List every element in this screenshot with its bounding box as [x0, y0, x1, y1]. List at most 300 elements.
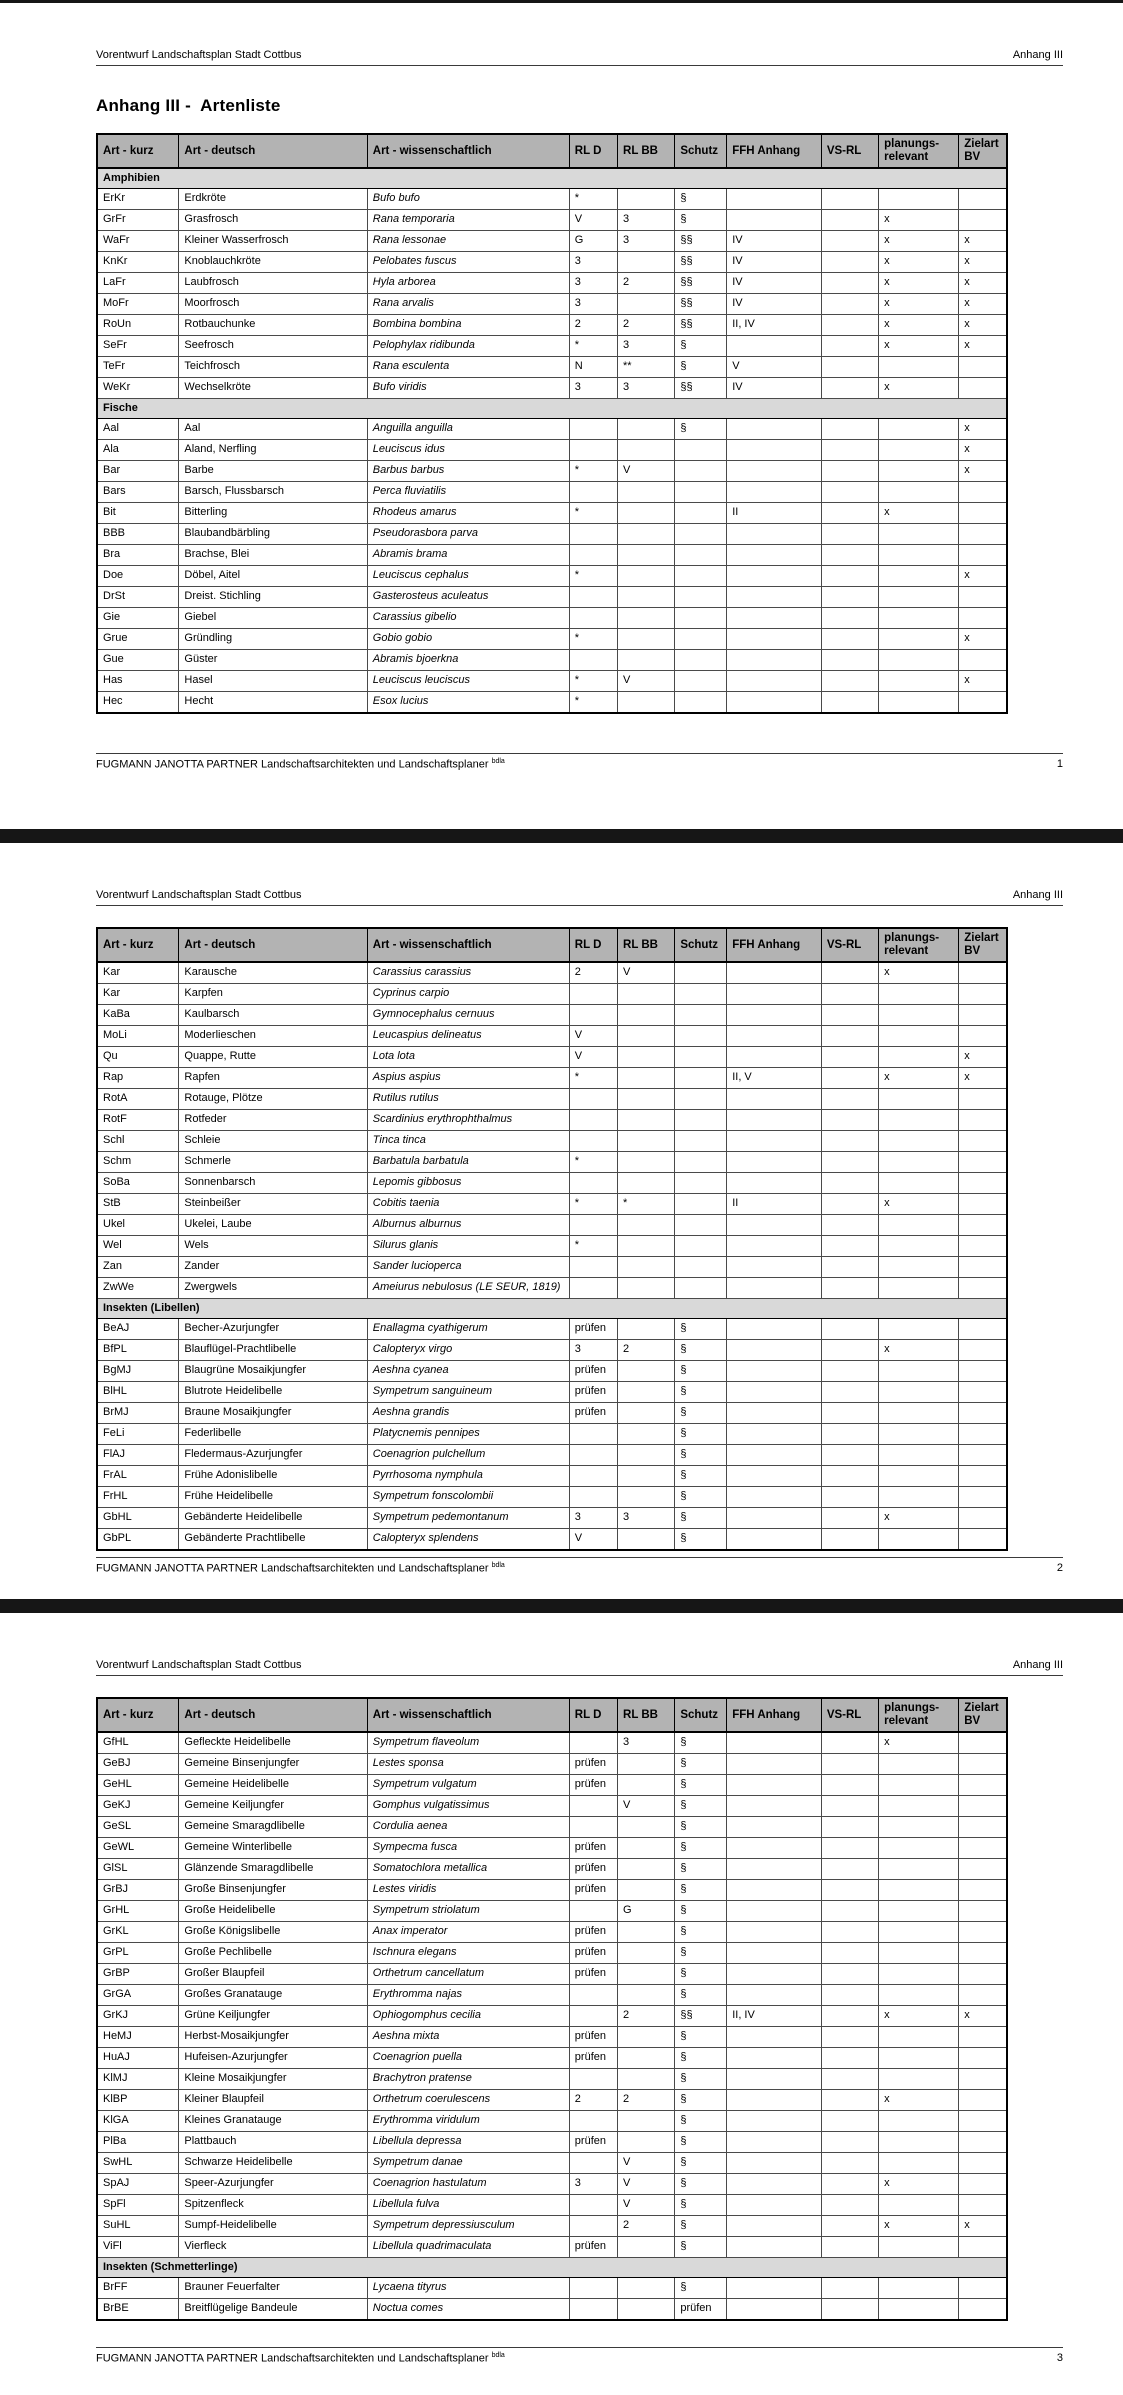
table-cell	[959, 1943, 1007, 1964]
table-row	[97, 1424, 1007, 1445]
table-cell: BrBE	[97, 2299, 179, 2321]
table-cell	[879, 608, 959, 629]
table-cell	[959, 1089, 1007, 1110]
table-cell: Schwarze Heidelibelle	[179, 2153, 367, 2174]
table-cell: Leuciscus cephalus	[367, 566, 569, 587]
table-cell: Zwergwels	[179, 1278, 367, 1299]
table-cell: Karausche	[179, 962, 367, 984]
table-cell: BBB	[97, 524, 179, 545]
table-cell	[821, 440, 878, 461]
table-cell	[569, 2069, 617, 2090]
table-cell	[879, 2195, 959, 2216]
table-cell	[959, 1964, 1007, 1985]
table-cell	[618, 1382, 675, 1403]
table-cell: Cordulia aenea	[367, 1817, 569, 1838]
table-cell: GeBJ	[97, 1754, 179, 1775]
table-cell	[618, 650, 675, 671]
table-cell	[821, 2153, 878, 2174]
table-cell	[618, 2132, 675, 2153]
table-row	[97, 1152, 1007, 1173]
table-cell	[569, 545, 617, 566]
table-row	[97, 1508, 1007, 1529]
table-cell: Glänzende Smaragdlibelle	[179, 1859, 367, 1880]
table-row	[97, 1754, 1007, 1775]
table-cell: x	[959, 440, 1007, 461]
table-cell	[879, 1880, 959, 1901]
table-cell	[675, 671, 727, 692]
table-cell	[879, 1529, 959, 1551]
table-cell: Libellula fulva	[367, 2195, 569, 2216]
table-cell: SuHL	[97, 2216, 179, 2237]
table-cell	[879, 1943, 959, 1964]
table-row	[97, 2027, 1007, 2048]
column-header: RL BB	[618, 1698, 675, 1732]
table-row	[97, 545, 1007, 566]
table-cell	[821, 1796, 878, 1817]
table-cell	[821, 1131, 878, 1152]
table-row	[97, 671, 1007, 692]
table-cell: §	[675, 1838, 727, 1859]
page-number: 2	[1056, 1562, 1063, 1575]
table-cell: 2	[618, 2216, 675, 2237]
table-cell	[569, 1985, 617, 2006]
table-cell	[727, 2278, 822, 2299]
table-cell	[821, 2069, 878, 2090]
table-cell	[959, 1487, 1007, 1508]
table-cell	[879, 419, 959, 440]
table-cell	[675, 629, 727, 650]
table-cell: BfPL	[97, 1340, 179, 1361]
table-cell: ErKr	[97, 189, 179, 210]
table-cell	[959, 1732, 1007, 1754]
column-header: RL D	[569, 1698, 617, 1732]
table-cell	[618, 566, 675, 587]
table-cell: 3	[618, 231, 675, 252]
table-cell	[959, 1754, 1007, 1775]
table-cell	[727, 482, 822, 503]
table-cell	[727, 1732, 822, 1754]
table-cell: ZwWe	[97, 1278, 179, 1299]
table-cell	[727, 1487, 822, 1508]
table-cell: Qu	[97, 1047, 179, 1068]
table-cell: Plattbauch	[179, 2132, 367, 2153]
table-cell: 2	[569, 315, 617, 336]
table-cell	[727, 1382, 822, 1403]
table-cell: prüfen	[569, 1754, 617, 1775]
table-cell: §	[675, 1508, 727, 1529]
table-cell	[879, 1403, 959, 1424]
table-cell: Kleine Mosaikjungfer	[179, 2069, 367, 2090]
table-cell	[879, 524, 959, 545]
table-cell	[675, 440, 727, 461]
table-cell: x	[879, 1194, 959, 1215]
table-cell: Barsch, Flussbarsch	[179, 482, 367, 503]
table-cell: Ukel	[97, 1215, 179, 1236]
table-cell	[727, 692, 822, 714]
table-cell: Steinbeißer	[179, 1194, 367, 1215]
table-cell: BrMJ	[97, 1403, 179, 1424]
table-cell	[821, 671, 878, 692]
table-cell: Große Heidelibelle	[179, 1901, 367, 1922]
table-cell: N	[569, 357, 617, 378]
table-cell: §	[675, 1901, 727, 1922]
table-cell: §	[675, 1424, 727, 1445]
table-cell	[959, 1901, 1007, 1922]
table-cell	[959, 984, 1007, 1005]
table-cell	[569, 1732, 617, 1754]
table-row	[97, 378, 1007, 399]
table-cell	[959, 1424, 1007, 1445]
table-cell: Grüne Keiljungfer	[179, 2006, 367, 2027]
table-cell: Bars	[97, 482, 179, 503]
table-cell	[727, 984, 822, 1005]
table-cell	[618, 1529, 675, 1551]
table-cell: Erythromma viridulum	[367, 2111, 569, 2132]
table-cell: V	[618, 962, 675, 984]
table-cell: Schleie	[179, 1131, 367, 1152]
table-cell	[821, 1985, 878, 2006]
table-cell	[821, 231, 878, 252]
table-cell	[727, 1880, 822, 1901]
table-cell	[821, 273, 878, 294]
table-cell: Federlibelle	[179, 1424, 367, 1445]
table-cell	[727, 1901, 822, 1922]
table-cell	[618, 1817, 675, 1838]
table-cell: GeSL	[97, 1817, 179, 1838]
table-row	[97, 2132, 1007, 2153]
table-cell	[675, 1047, 727, 1068]
table-cell	[821, 650, 878, 671]
table-cell	[821, 2090, 878, 2111]
table-row	[97, 252, 1007, 273]
table-cell	[879, 566, 959, 587]
table-cell: Lestes sponsa	[367, 1754, 569, 1775]
table-cell: x	[959, 294, 1007, 315]
table-cell	[879, 629, 959, 650]
table-row	[97, 1110, 1007, 1131]
table-row	[97, 2278, 1007, 2299]
table-cell	[879, 2237, 959, 2258]
table-cell: Barbe	[179, 461, 367, 482]
table-cell	[821, 524, 878, 545]
table-cell: Tinca tinca	[367, 1131, 569, 1152]
table-row	[97, 294, 1007, 315]
table-cell: Gasterosteus aculeatus	[367, 587, 569, 608]
table-cell	[618, 1838, 675, 1859]
footer-company-text: FUGMANN JANOTTA PARTNER Landschaftsarchitekten und Landschaftsplaner	[96, 1563, 489, 1575]
table-row	[97, 315, 1007, 336]
table-cell	[959, 1173, 1007, 1194]
table-cell	[675, 984, 727, 1005]
table-cell	[821, 315, 878, 336]
table-cell: Aal	[97, 419, 179, 440]
table-row	[97, 1319, 1007, 1340]
table-cell	[821, 357, 878, 378]
table-cell: 2	[569, 962, 617, 984]
table-cell	[727, 2090, 822, 2111]
table-cell	[618, 1943, 675, 1964]
table-cell	[727, 1173, 822, 1194]
table-cell	[821, 1215, 878, 1236]
table-row	[97, 1943, 1007, 1964]
table-cell: prüfen	[569, 2132, 617, 2153]
table-cell	[959, 2237, 1007, 2258]
table-cell: 3	[618, 378, 675, 399]
table-cell: Bufo bufo	[367, 189, 569, 210]
table-cell	[959, 2195, 1007, 2216]
table-cell: 2	[618, 1340, 675, 1361]
table-row	[97, 1859, 1007, 1880]
table-cell: Bit	[97, 503, 179, 524]
table-cell: x	[879, 962, 959, 984]
table-cell: prüfen	[569, 1943, 617, 1964]
table-cell	[959, 503, 1007, 524]
table-cell: GrGA	[97, 1985, 179, 2006]
table-cell: x	[879, 1732, 959, 1754]
table-cell	[879, 1278, 959, 1299]
table-cell	[675, 1068, 727, 1089]
table-cell: MoLi	[97, 1026, 179, 1047]
table-cell: Bar	[97, 461, 179, 482]
table-row	[97, 336, 1007, 357]
section-row	[97, 2258, 1007, 2278]
table-cell: **	[618, 357, 675, 378]
table-cell: Rana esculenta	[367, 357, 569, 378]
table-cell: Cobitis taenia	[367, 1194, 569, 1215]
table-cell	[675, 524, 727, 545]
table-cell: 3	[569, 1508, 617, 1529]
table-cell: WaFr	[97, 231, 179, 252]
table-cell: prüfen	[569, 1319, 617, 1340]
table-cell	[569, 1487, 617, 1508]
table-cell	[569, 2278, 617, 2299]
table-cell: Seefrosch	[179, 336, 367, 357]
table-cell: prüfen	[569, 1382, 617, 1403]
table-cell	[959, 1880, 1007, 1901]
table-cell	[727, 2111, 822, 2132]
table-cell: Aland, Nerfling	[179, 440, 367, 461]
table-cell: V	[569, 1529, 617, 1551]
table-cell: §	[675, 1340, 727, 1361]
table-cell: §§	[675, 315, 727, 336]
column-header: Schutz	[675, 928, 727, 962]
table-cell: x	[959, 315, 1007, 336]
page-footer	[96, 1557, 1063, 1575]
table-cell	[618, 984, 675, 1005]
table-cell	[727, 1340, 822, 1361]
table-cell	[569, 524, 617, 545]
table-cell: prüfen	[569, 1859, 617, 1880]
table-cell	[618, 1131, 675, 1152]
table-cell	[727, 587, 822, 608]
page-header	[96, 49, 1063, 66]
table-cell	[569, 1817, 617, 1838]
table-cell: GrKL	[97, 1922, 179, 1943]
species-table	[96, 1697, 1008, 2321]
table-cell: Pyrrhosoma nymphula	[367, 1466, 569, 1487]
table-cell: x	[879, 2006, 959, 2027]
table-cell: Gymnocephalus cernuus	[367, 1005, 569, 1026]
table-cell	[821, 2278, 878, 2299]
table-cell	[569, 2299, 617, 2321]
table-cell	[959, 1817, 1007, 1838]
table-cell	[879, 1817, 959, 1838]
table-row	[97, 1732, 1007, 1754]
column-header: Art - wissenschaftlich	[367, 134, 569, 168]
table-cell	[821, 294, 878, 315]
table-row	[97, 1775, 1007, 1796]
table-cell: Gründling	[179, 629, 367, 650]
table-row	[97, 587, 1007, 608]
table-cell	[821, 1236, 878, 1257]
table-cell	[569, 2153, 617, 2174]
table-cell	[727, 1424, 822, 1445]
column-header: Art - deutsch	[179, 1698, 367, 1732]
table-cell	[675, 1173, 727, 1194]
table-cell	[727, 1215, 822, 1236]
table-cell: Scardinius erythrophthalmus	[367, 1110, 569, 1131]
table-cell	[879, 1922, 959, 1943]
table-cell	[727, 461, 822, 482]
table-row	[97, 1131, 1007, 1152]
table-cell	[618, 1319, 675, 1340]
table-row	[97, 1796, 1007, 1817]
table-cell	[821, 1838, 878, 1859]
table-cell: Speer-Azurjungfer	[179, 2174, 367, 2195]
table-cell: V	[618, 2195, 675, 2216]
table-cell: Herbst-Mosaikjungfer	[179, 2027, 367, 2048]
table-cell: Sympetrum striolatum	[367, 1901, 569, 1922]
table-cell: Vierfleck	[179, 2237, 367, 2258]
table-cell: Platycnemis pennipes	[367, 1424, 569, 1445]
table-cell	[879, 1236, 959, 1257]
table-cell	[727, 524, 822, 545]
table-cell	[727, 1943, 822, 1964]
table-cell: *	[569, 566, 617, 587]
table-cell: GrHL	[97, 1901, 179, 1922]
table-cell: 2	[569, 2090, 617, 2111]
table-cell: Frühe Heidelibelle	[179, 1487, 367, 1508]
table-cell: Erythromma najas	[367, 1985, 569, 2006]
table-row	[97, 1466, 1007, 1487]
table-cell	[959, 1403, 1007, 1424]
table-cell	[879, 2048, 959, 2069]
table-row	[97, 440, 1007, 461]
table-cell: IV	[727, 294, 822, 315]
table-cell	[879, 440, 959, 461]
table-cell	[879, 461, 959, 482]
table-cell: Güster	[179, 650, 367, 671]
table-cell: 2	[618, 273, 675, 294]
table-cell: Sympetrum flaveolum	[367, 1732, 569, 1754]
table-cell: FlAJ	[97, 1445, 179, 1466]
table-cell	[879, 1796, 959, 1817]
table-cell: PlBa	[97, 2132, 179, 2153]
table-cell	[879, 1754, 959, 1775]
table-cell: Blauflügel-Prachtlibelle	[179, 1340, 367, 1361]
table-cell: x	[879, 273, 959, 294]
table-cell	[959, 1152, 1007, 1173]
table-cell	[821, 692, 878, 714]
table-cell: Silurus glanis	[367, 1236, 569, 1257]
table-cell	[618, 294, 675, 315]
table-cell: Pseudorasbora parva	[367, 524, 569, 545]
table-cell	[879, 1859, 959, 1880]
page-header-right: Anhang III	[1012, 49, 1063, 61]
table-cell: IV	[727, 231, 822, 252]
table-cell: x	[959, 671, 1007, 692]
table-cell: Abramis brama	[367, 545, 569, 566]
table-cell: §	[675, 357, 727, 378]
column-header: Art - deutsch	[179, 134, 367, 168]
table-cell: Döbel, Aitel	[179, 566, 367, 587]
table-cell: Bombina bombina	[367, 315, 569, 336]
table-cell	[727, 1005, 822, 1026]
table-cell	[727, 2299, 822, 2321]
table-cell: GrFr	[97, 210, 179, 231]
table-cell: Ukelei, Laube	[179, 1215, 367, 1236]
table-cell: Blaugrüne Mosaikjungfer	[179, 1361, 367, 1382]
footer-company-sup: bdla	[491, 758, 505, 766]
table-cell: Rutilus rutilus	[367, 1089, 569, 1110]
column-header: Art - kurz	[97, 928, 179, 962]
table-row	[97, 1236, 1007, 1257]
table-cell: prüfen	[569, 1775, 617, 1796]
table-row	[97, 461, 1007, 482]
table-cell	[569, 1215, 617, 1236]
table-cell: §	[675, 1964, 727, 1985]
table-cell: FrAL	[97, 1466, 179, 1487]
table-cell	[618, 1424, 675, 1445]
table-row	[97, 2174, 1007, 2195]
table-cell	[727, 336, 822, 357]
table-cell	[675, 1005, 727, 1026]
table-cell	[959, 2090, 1007, 2111]
table-cell: Has	[97, 671, 179, 692]
column-header: FFH Anhang	[727, 134, 822, 168]
table-cell	[727, 545, 822, 566]
table-cell: Rhodeus amarus	[367, 503, 569, 524]
table-cell	[821, 566, 878, 587]
table-cell: x	[879, 210, 959, 231]
table-cell	[821, 629, 878, 650]
table-cell: GlSL	[97, 1859, 179, 1880]
table-cell: GbHL	[97, 1508, 179, 1529]
table-cell	[727, 1445, 822, 1466]
table-cell	[821, 1922, 878, 1943]
table-cell	[959, 1236, 1007, 1257]
table-cell	[569, 1110, 617, 1131]
table-cell: *	[569, 629, 617, 650]
page-header-left: Vorentwurf Landschaftsplan Stadt Cottbus	[96, 49, 302, 61]
table-cell: Alburnus alburnus	[367, 1215, 569, 1236]
table-cell	[821, 1466, 878, 1487]
table-cell: Rotfeder	[179, 1110, 367, 1131]
table-cell: KlMJ	[97, 2069, 179, 2090]
table-cell: GeHL	[97, 1775, 179, 1796]
table-row	[97, 1880, 1007, 1901]
table-cell: x	[879, 503, 959, 524]
table-cell: Perca fluviatilis	[367, 482, 569, 503]
table-cell	[879, 1152, 959, 1173]
table-cell: GrBJ	[97, 1880, 179, 1901]
table-cell	[821, 1817, 878, 1838]
table-cell	[959, 2048, 1007, 2069]
table-row	[97, 189, 1007, 210]
table-cell	[959, 1775, 1007, 1796]
table-cell: Gemeine Smaragdlibelle	[179, 1817, 367, 1838]
table-cell: Pelobates fuscus	[367, 252, 569, 273]
